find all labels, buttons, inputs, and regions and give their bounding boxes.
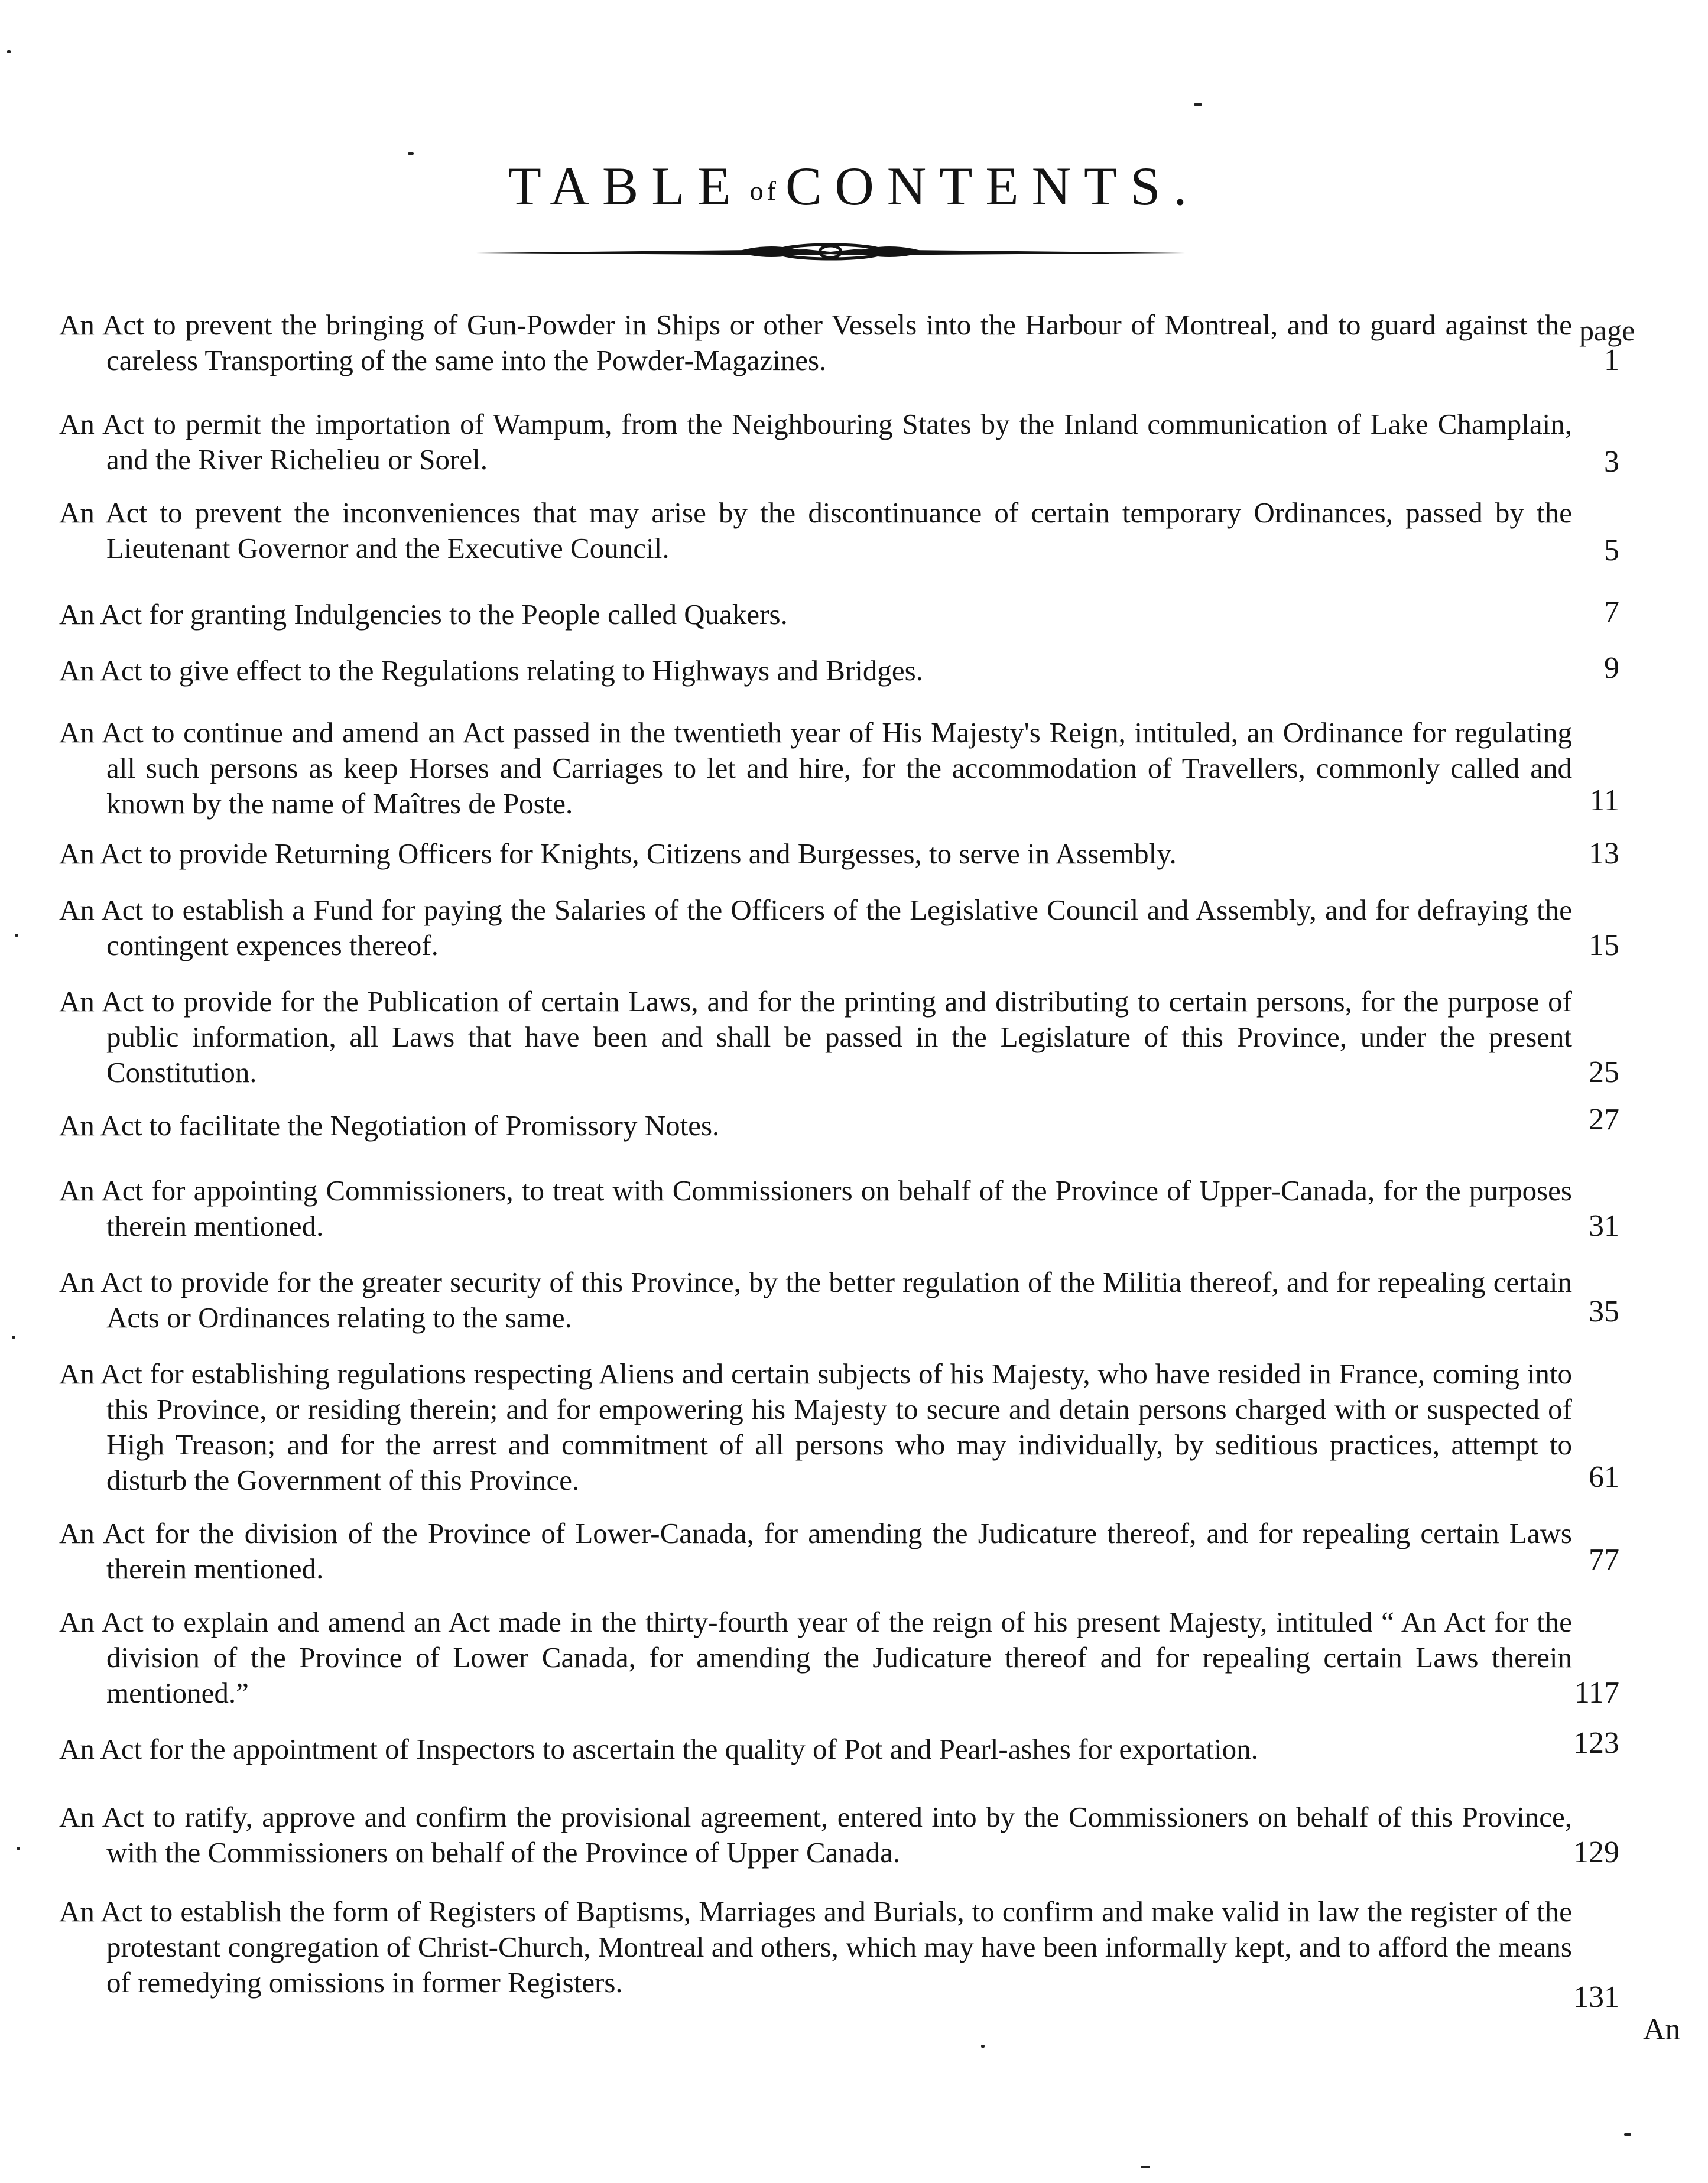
- entry-page-number: 123: [1573, 1726, 1619, 1760]
- contents-entry: [59, 1726, 1619, 1767]
- scan-speck: [17, 1847, 20, 1850]
- entry-title: An Act for establishing regulations respecting Aliens and certain subjects of his Majesty, who have resided in France, coming into this Province, or residing therein; and for empowering his Majesty to secure and detain persons charged with or suspected of High Treason; and for the arrest and commitment of all persons who may individually, by seditious practices, attempt to disturb the Government of this Province.: [59, 1357, 1572, 1496]
- contents-entry: [59, 836, 1619, 872]
- entry-title: An Act for appointing Commissioners, to treat with Commissioners on behalf of the Province of Upper-Canada, for the purposes therein mentioned.: [59, 1174, 1572, 1242]
- contents-entry: [59, 892, 1619, 963]
- contents-entry: [59, 715, 1619, 821]
- entry-page-number: 61: [1589, 1460, 1619, 1494]
- contents-entry: [59, 1604, 1619, 1711]
- scan-speck: [1194, 103, 1202, 106]
- entry-title: An Act to continue and amend an Act passed in the twentieth year of His Majesty's Reign, intituled, an Ordinance for regulating all such persons as keep Horses and Carriages to let and hire, for the accommodation of Travellers, commonly called and known by the name of Maîtres de Poste.: [59, 716, 1572, 820]
- page-title: [0, 155, 1708, 217]
- entry-title: An Act for granting Indulgencies to the People called Quakers.: [59, 598, 788, 631]
- entry-title: An Act to establish a Fund for paying the Salaries of the Officers of the Legislative Council and Assembly, and for defraying the contingent expences thereof.: [59, 894, 1572, 961]
- contents-entry: [59, 597, 1619, 632]
- contents-entry: [59, 407, 1619, 477]
- entry-title: An Act to give effect to the Regulations relating to Highways and Bridges.: [59, 654, 923, 687]
- scan-speck: [1141, 2166, 1150, 2168]
- contents-entry: [59, 307, 1619, 378]
- contents-entry: [59, 653, 1619, 688]
- scan-speck: [15, 934, 18, 937]
- entry-title: An Act to explain and amend an Act made in the thirty-fourth year of the reign of his present Majesty, intituled “ An Act for the division of the Province of Lower Canada, for amending the Judicature thereof and for repealing certain Laws therein mentioned.”: [59, 1606, 1572, 1709]
- entry-page-number: 9: [1604, 651, 1619, 685]
- scan-speck: [981, 2045, 985, 2048]
- entry-page-number: 3: [1604, 445, 1619, 479]
- entry-page-number: 13: [1589, 837, 1619, 870]
- catchword: An: [1643, 2013, 1681, 2046]
- contents-entry: [59, 1173, 1619, 1244]
- contents-entry: [59, 1103, 1619, 1144]
- contents-entry: [59, 1894, 1619, 2014]
- scan-speck: [408, 152, 414, 155]
- entry-page-number: 27: [1589, 1103, 1619, 1136]
- page-column-label: page: [1579, 314, 1635, 347]
- entry-title: An Act to prevent the bringing of Gun-Powder in Ships or other Vessels into the Harbour of Montreal, and to guard against the careless Transporting of the same into the Powder-Magazines.: [59, 308, 1572, 376]
- entry-page-number: 77: [1589, 1543, 1619, 1577]
- entry-page-number: 35: [1589, 1295, 1619, 1328]
- entry-title: An Act for the appointment of Inspectors to ascertain the quality of Pot and Pearl-ashes for exportation.: [59, 1733, 1258, 1765]
- entry-page-number: 131: [1573, 1980, 1619, 2014]
- title-word-contents: CONTENTS.: [785, 156, 1200, 216]
- entry-page-number: 7: [1604, 595, 1619, 629]
- title-word-of: of: [749, 176, 780, 206]
- entry-title: An Act for the division of the Province of Lower-Canada, for amending the Judicature thereof, and for repealing certain Laws therein mentioned.: [59, 1517, 1572, 1585]
- entry-title: An Act to permit the importation of Wampum, from the Neighbouring States by the Inland communication of Lake Champlain, and the River Richelieu or Sorel.: [59, 408, 1572, 476]
- entry-title: An Act to provide for the greater security of this Province, by the better regulation of the Militia thereof, and for repealing certain Acts or Ordinances relating to the same.: [59, 1266, 1572, 1334]
- entry-title: An Act to ratify, approve and confirm the provisional agreement, entered into by the Commissioners on behalf of this Province, with the Commissioners on behalf of the Province of Upper Canada.: [59, 1801, 1572, 1869]
- entry-page-number: 129: [1573, 1836, 1619, 1869]
- contents-entry: [59, 495, 1619, 566]
- entry-title: An Act to prevent the inconveniences that may arise by the discontinuance of certain temporary Ordinances, passed by the Lieutenant Governor and the Executive Council.: [59, 496, 1572, 564]
- entry-title: An Act to provide for the Publication of certain Laws, and for the printing and distributing to certain persons, for the purpose of public information, all Laws that have been and shall be passed in the Legislature of this Province, under the present Constitution.: [59, 985, 1572, 1089]
- scan-speck: [7, 50, 11, 53]
- entry-page-number: 31: [1589, 1209, 1619, 1243]
- entry-page-number: 11: [1589, 784, 1619, 817]
- title-word-table: TABLE: [508, 156, 744, 216]
- scan-speck: [12, 1336, 15, 1339]
- entry-title: An Act to facilitate the Negotiation of Promissory Notes.: [59, 1109, 720, 1142]
- contents-entry: [59, 1799, 1619, 1870]
- entry-page-number: 117: [1574, 1676, 1619, 1710]
- contents-entry: [59, 1516, 1619, 1587]
- contents-entry: [59, 1265, 1619, 1336]
- entry-page-number: 1: [1604, 343, 1619, 377]
- entry-page-number: 15: [1589, 928, 1619, 962]
- ornamental-rule: [476, 235, 1185, 268]
- contents-entry: [59, 1356, 1619, 1498]
- entry-title: An Act to establish the form of Registers of Baptisms, Marriages and Burials, to confirm and make valid in law the register of the protestant congregation of Christ-Church, Montreal and others, which may have been informally kept, and to afford the means of remedying omissions in former Registers.: [59, 1895, 1572, 1999]
- scan-speck: [1624, 2133, 1631, 2136]
- entry-page-number: 25: [1589, 1055, 1619, 1089]
- contents-entry: [59, 984, 1619, 1090]
- entry-title: An Act to provide Returning Officers for Knights, Citizens and Burgesses, to serve in Assembly.: [59, 837, 1177, 870]
- entry-page-number: 5: [1604, 534, 1619, 567]
